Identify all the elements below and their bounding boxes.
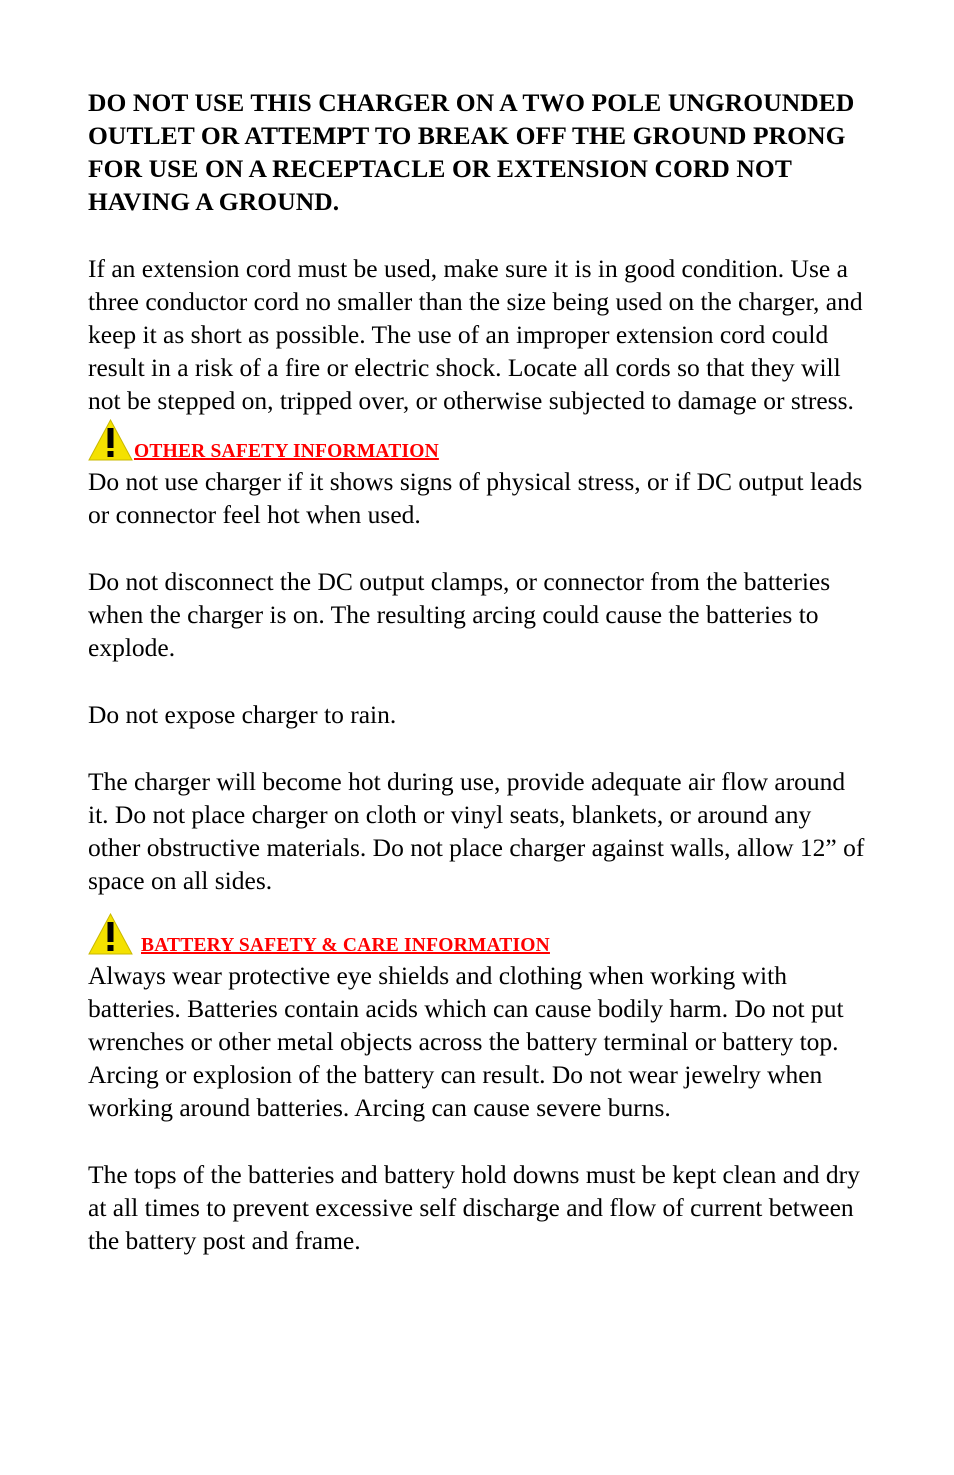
- battery-safety-header: [88, 911, 868, 959]
- battery-safety-paragraph: Always wear protective eye shields and clothing when working with batteries. Batteries contain acids which can cause bodily harm. Do not put wrenches or other metal objects across the battery terminal or battery top. Arcing or explosion of the battery can result. Do not wear jewelry when working around batteries. Arcing can cause severe burns.: [88, 961, 844, 1122]
- ground-warning-heading: DO NOT USE THIS CHARGER ON A TWO POLE UNGROUNDED OUTLET OR ATTEMPT TO BREAK OFF THE GROUND PRONG FOR USE ON A RECEPTACLE OR EXTENSION CORD NOT HAVING A GROUND.: [88, 88, 855, 216]
- other-safety-title: OTHER SAFETY INFORMATION: [134, 441, 439, 462]
- other-safety-header: [88, 417, 868, 465]
- extension-cord-paragraph: If an extension cord must be used, make sure it is in good condition. Use a three conductor cord no smaller than the size being used on the charger, and keep it as short as possible. The use of an improper extension cord could result in a risk of a fire or electric shock. Locate all cords so that they will not be stepped on, tripped over, or otherwise subjected to damage or stress.: [88, 254, 863, 415]
- manual-page: [88, 86, 868, 1257]
- other-safety-paragraph: Do not expose charger to rain.: [88, 700, 397, 729]
- battery-safety-title: BATTERY SAFETY & CARE INFORMATION: [141, 935, 550, 956]
- other-safety-paragraph: Do not use charger if it shows signs of physical stress, or if DC output leads or connector feel hot when used.: [88, 467, 863, 529]
- other-safety-paragraph: Do not disconnect the DC output clamps, or connector from the batteries when the charger is on. The resulting arcing could cause the batteries to explode.: [88, 567, 831, 662]
- warning-triangle-icon: [88, 913, 133, 955]
- warning-triangle-icon: [88, 419, 133, 461]
- battery-safety-paragraph: The tops of the batteries and battery hold downs must be kept clean and dry at all times to prevent excessive self discharge and flow of current between the battery post and frame.: [88, 1160, 860, 1255]
- other-safety-paragraph: The charger will become hot during use, provide adequate air flow around it. Do not place charger on cloth or vinyl seats, blankets, or around any other obstructive materials. Do not place charger against walls, allow 12” of space on all sides.: [88, 767, 865, 895]
